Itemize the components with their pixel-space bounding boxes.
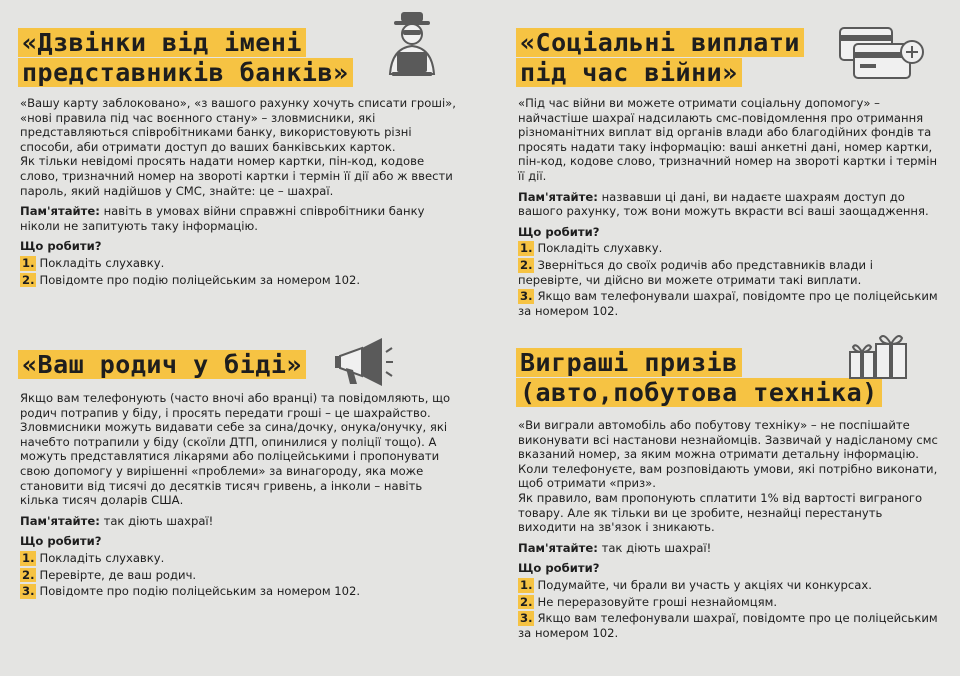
step-text: Перевірте, де ваш родич. <box>39 567 197 582</box>
remember-label: Пам'ятайте: <box>20 204 100 219</box>
paragraph: Як правило, вам пропонують сплатити 1% від вартості виграного товару. Але як тільки ви це зробите, незнайці перестануть виходити на зв'язок і зникають. <box>518 490 923 535</box>
section-relative-in-trouble <box>18 350 463 380</box>
step-number: 1. <box>22 550 35 565</box>
remember-text: навіть в умовах війни справжні співробітники банку ніколи не запитують таку інформацію. <box>20 204 425 233</box>
title-line: «Ваш родич у біді» <box>18 350 306 379</box>
step-text: Подумайте, чи брали ви участь у акціях чи конкурсах. <box>537 577 872 592</box>
title-line: (авто,побутова техніка) <box>516 378 882 407</box>
step-number: 3. <box>520 289 533 304</box>
step-number: 1. <box>22 255 35 270</box>
step-number: 2. <box>22 567 35 582</box>
hacker-icon <box>382 10 442 80</box>
step-number: 1. <box>520 241 533 256</box>
step-text: Покладіть слухавку. <box>39 550 165 565</box>
step-item <box>20 584 460 599</box>
remember-label: Пам'ятайте: <box>20 513 100 528</box>
step-text: Повідомте про подію поліцейським за номером 102. <box>39 584 361 599</box>
title-line: «Дзвінки від імені <box>18 28 306 57</box>
title-line: представників банків» <box>18 58 353 87</box>
credit-cards-icon <box>836 22 928 84</box>
section-prize-body <box>518 418 940 642</box>
paragraph: «Під час війни ви можете отримати соціальну допомогу» – найчастіше шахраї надсилають смс-повідомлення про отримання різноманітних виплат від органів влади або благодійних фондів та просять надати таку інформацію: ваші анкетні дані, номер картки, пін-код, кодове слово, тризначний номер на звороті картки і термін її дії. <box>518 96 938 183</box>
section-bank-calls-body <box>20 96 460 289</box>
step-item <box>20 568 460 583</box>
step-number: 3. <box>22 584 35 599</box>
remember-note <box>20 514 460 529</box>
remember-text: так діють шахраї! <box>597 540 712 555</box>
remember-note <box>518 190 940 219</box>
remember-text: назвавши ці дані, ви надаєте шахраям доступ до вашого рахунку, тож вони можуть вкрасти всі ваші заощадження. <box>518 189 929 219</box>
section-social-body <box>518 96 940 320</box>
step-number: 3. <box>520 611 533 626</box>
step-text: Якщо вам телефонували шахраї, повідомте про це поліцейським за номером 102. <box>518 611 938 640</box>
step-text: Покладіть слухавку. <box>537 241 663 256</box>
remember-note <box>518 541 940 556</box>
what-to-do-heading: Що робити? <box>20 534 102 549</box>
step-item <box>20 273 460 288</box>
paragraph: Як тільки невідомі просять надати номер картки, пін-код, кодове слово, тризначний номер на звороті картки і термін її дії або ж ввести пароль, який надійшов у СМС, знайте: це – шахраї. <box>20 154 453 198</box>
step-number: 2. <box>520 594 533 609</box>
step-text: Повідомте про подію поліцейським за номером 102. <box>39 272 361 287</box>
what-to-do-heading: Що робити? <box>518 561 600 576</box>
step-item <box>20 256 460 271</box>
step-item <box>518 578 940 593</box>
remember-note <box>20 204 460 233</box>
step-item <box>20 551 460 566</box>
step-text: Якщо вам телефонували шахраї, повідомте про це поліцейським за номером 102. <box>518 289 938 318</box>
title-line: Виграші призів <box>516 348 742 377</box>
title-line: під час війни» <box>516 58 742 87</box>
step-text: Покладіть слухавку. <box>39 255 165 270</box>
remember-text: так діють шахраї! <box>99 513 214 528</box>
step-text: Зверніться до своїх родичів або представників влади і перевірте, чи дійсно ви можете отримати такі виплати. <box>518 257 873 287</box>
section-relative-body <box>20 391 460 601</box>
step-item <box>518 611 940 640</box>
paragraph: «Ви виграли автомобіль або побутову техніку» – не поспішайте виконувати всі настанови незнайомців. Зазвичай у надісланому смс вказаний номер, за яким можна отримати детальну інформацію. Коли телефонуєте, вам розповідають умови, які потрібно виконати, щоб отримати «приз». <box>518 418 938 491</box>
step-item <box>518 289 940 318</box>
remember-label: Пам'ятайте: <box>518 540 598 555</box>
paragraph: Якщо вам телефонують (часто вночі або вранці) та повідомляють, що родич потрапив у біду, і просять передати гроші – це шахрайство. <box>20 391 451 420</box>
what-to-do-heading: Що робити? <box>518 224 600 239</box>
section-title <box>18 350 463 380</box>
paragraph: Зловмисники можуть видавати себе за сина/дочку, онука/онучку, які начебто потрапили у біду (скоїли ДТП, опинилися у поліції тощо). А можуть представлятися лікарями або поліцейськими і пропонувати свою допомогу у вирішенні «проблеми» за винагороду, яка може становити від тисячі до десятків тисяч гривень, а інколи – навіть кілька тисяч доларів США. <box>20 420 448 508</box>
step-number: 2. <box>22 272 35 287</box>
step-number: 1. <box>520 577 533 592</box>
remember-label: Пам'ятайте: <box>518 189 598 204</box>
title-line: «Соціальні виплати <box>516 28 804 57</box>
paragraph: «Вашу карту заблоковано», «з вашого рахунку хочуть списати гроші», «нові правила під час воєнного стану» – зловмисники, які представляються співробітниками банку, використовують різні способи, аби отримати доступ до ваших банківських карток. <box>20 96 456 154</box>
step-item <box>518 241 940 256</box>
gift-boxes-icon <box>846 330 910 380</box>
step-text: Не переразовуйте гроші незнайомцям. <box>537 594 778 609</box>
megaphone-icon <box>332 334 394 392</box>
what-to-do-heading: Що робити? <box>20 239 102 254</box>
step-item <box>518 258 940 287</box>
step-item <box>518 595 940 610</box>
step-number: 2. <box>520 257 533 272</box>
